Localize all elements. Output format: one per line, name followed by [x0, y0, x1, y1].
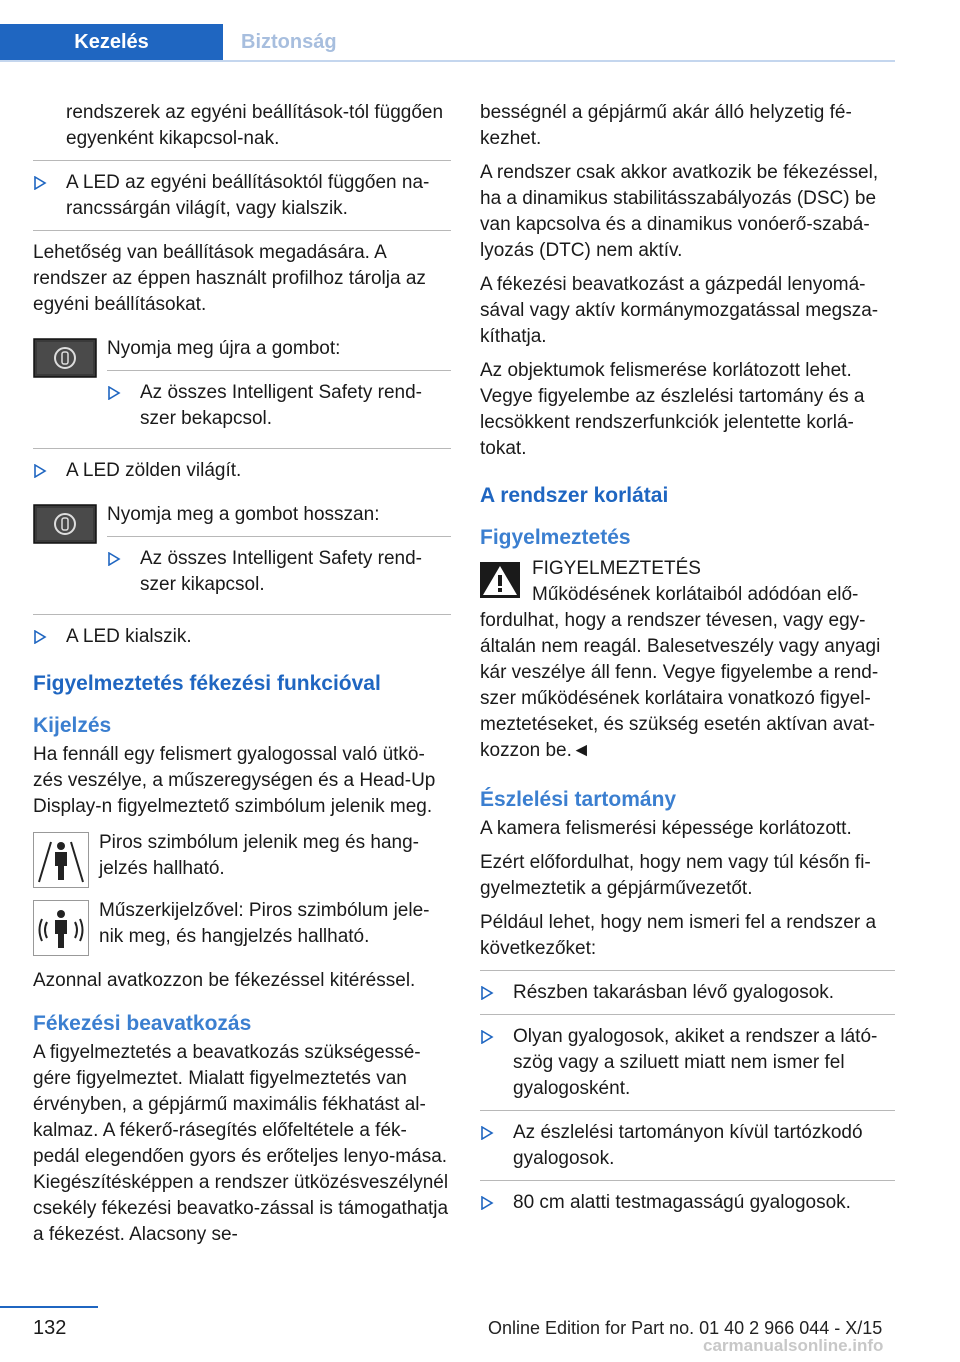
watermark: carmanualsonline.info — [703, 1336, 884, 1355]
footer-accent-line — [0, 1306, 98, 1308]
list-item-text: 80 cm alatti testmagasságú gyalogosok. — [513, 1192, 851, 1213]
symbol-description — [33, 830, 451, 888]
list-item — [33, 624, 451, 650]
paragraph: A rendszer csak akkor avatkozik be fékezéssel, ha a dinamikus stabilitásszabályozás (DSC) be van kapcsolva és a dinamikus vonóerő-szabá-lyozás (DTC) nem aktív. — [480, 162, 879, 261]
bullet-triangle-icon — [480, 1196, 494, 1210]
pedestrian-sound-icon — [33, 900, 89, 956]
bullet-triangle-icon — [480, 1030, 494, 1044]
warning-triangle-icon — [480, 562, 520, 598]
paragraph: A fékezési beavatkozást a gázpedál lenyomá-sával vagy aktív kormánymozgatással megsza-kíthatja. — [480, 274, 879, 347]
symbol-text: Műszerkijelzővel: Piros szimbólum jele-nik meg, és hangjelzés hallható. — [99, 900, 430, 947]
list-item-text: Részben takarásban lévő gyalogosok. — [513, 982, 835, 1003]
subsection-heading: Észlelési tartomány — [480, 788, 677, 811]
paragraph: Az objektumok felismerése korlátozott lehet. Vegye figyelembe az észlelési tartomány és a lecsökkent rendszerfunkciók jelentette korlá-tokat. — [480, 360, 865, 459]
divider — [480, 1110, 895, 1111]
button-instruction — [33, 336, 451, 440]
bullet-triangle-icon — [107, 386, 121, 400]
warning-text: Működésének korlátaiból adódóan elő-fordulhat, hogy a rendszer tévesen, vagy egy-általán nem reagál. Balesetveszély vagy anyagi kár veszélye áll fenn. Vegye figyelembe a rend-szer működésének korlátaira vonatkozó figyel-meztetéseket, és szükség esetén aktívan avat-kozzon be.◄ — [480, 584, 881, 761]
right-column — [480, 100, 895, 1224]
list-item-text: A LED zölden világít. — [66, 460, 242, 481]
symbol-description — [33, 898, 451, 956]
bullet-triangle-icon — [107, 552, 121, 566]
paragraph: Azonnal avatkozzon be fékezéssel kitéréssel. — [33, 970, 416, 991]
list-item — [480, 1024, 895, 1102]
left-column — [33, 100, 451, 1256]
bullet-triangle-icon — [480, 986, 494, 1000]
list-item-text: Az észlelési tartományon kívül tartózkodó gyalogosok. — [513, 1122, 863, 1169]
intelligent-safety-button-icon — [33, 504, 97, 544]
section-heading: Figyelmeztetés fékezési funkcióval — [33, 672, 381, 695]
header-tabbar — [0, 24, 895, 62]
instruction-text: Nyomja meg a gombot hosszan: — [107, 504, 380, 525]
divider — [107, 536, 451, 537]
list-item-text: A LED kialszik. — [66, 626, 192, 647]
paragraph: A figyelmeztetés a beavatkozás szükségessé-gére figyelmeztet. Mialatt figyelmeztetés van érvényben, a gépjármű maximális fékhatást al-kalmaz. A fékerő-rásegítés előfeltétele a fék-pedál elegendően gyors és erőteljes lenyo-mása. Kiegészítésképpen a rendszer ütközésveszélynél csekély fékezési beavatko-zással is támogathatja a fékezést. Alacsony se- — [33, 1042, 449, 1245]
bullet-triangle-icon — [33, 176, 47, 190]
tab-biztonsag[interactable]: Biztonság — [241, 30, 337, 53]
paragraph: Például lehet, hogy nem ismeri fel a rendszer a következőket: — [480, 912, 877, 959]
tab-kezeles[interactable]: Kezelés — [0, 24, 223, 60]
divider — [480, 1014, 895, 1015]
list-item — [33, 458, 451, 484]
divider — [33, 230, 451, 231]
subsection-heading: Fékezési beavatkozás — [33, 1012, 252, 1035]
section-heading: A rendszer korlátai — [480, 484, 669, 507]
list-item — [480, 1120, 895, 1172]
list-item-text: Az összes Intelligent Safety rend-szer kikapcsol. — [140, 548, 422, 595]
warning-block — [480, 556, 895, 764]
intelligent-safety-button-icon — [33, 338, 97, 378]
instruction-text: Nyomja meg újra a gombot: — [107, 338, 341, 359]
divider — [33, 160, 451, 161]
list-item — [480, 980, 895, 1006]
list-item — [480, 1190, 895, 1216]
list-item-text: A LED az egyéni beállításoktól függően na-rancssárgán világít, vagy kialszik. — [66, 172, 430, 219]
button-instruction — [33, 502, 451, 606]
paragraph: Lehetőség van beállítások megadására. A rendszer az éppen használt profilhoz tárolja az egyéni beállításokat. — [33, 242, 426, 315]
divider — [33, 614, 451, 615]
bullet-triangle-icon — [33, 464, 47, 478]
paragraph: Ezért előfordulhat, hogy nem vagy túl későn fi-gyelmeztetik a gépjárművezetőt. — [480, 852, 871, 899]
page-number: 132 — [33, 1317, 67, 1339]
symbol-text: Piros szimbólum jelenik meg és hang-jelzés hallható. — [99, 832, 419, 879]
list-item — [107, 546, 451, 598]
pedestrian-warning-icon — [33, 832, 89, 888]
divider — [480, 1180, 895, 1181]
divider — [107, 370, 451, 371]
instruction-content — [107, 336, 451, 440]
bullet-triangle-icon — [33, 630, 47, 644]
paragraph: A kamera felismerési képessége korlátozott. — [480, 818, 852, 839]
paragraph: Ha fennáll egy felismert gyalogossal való ütkö-zés veszélye, a műszeregységen és a Head-Up Display-n figyelmeztető szimbólum jelenik meg. — [33, 744, 436, 817]
edition-note: Online Edition for Part no. 01 40 2 966 044 - X/15 — [488, 1318, 883, 1338]
subsection-heading: Kijelzés — [33, 714, 112, 737]
divider — [480, 970, 895, 971]
warning-title: FIGYELMEZTETÉS — [532, 558, 701, 579]
list-item — [107, 380, 451, 432]
list-item — [33, 170, 451, 222]
list-item-text: Az összes Intelligent Safety rend-szer bekapcsol. — [140, 382, 422, 429]
divider — [33, 448, 451, 449]
paragraph: bességnél a gépjármű akár álló helyzetig fé-kezhet. — [480, 102, 852, 149]
bullet-triangle-icon — [480, 1126, 494, 1140]
subsection-heading: Figyelmeztetés — [480, 526, 631, 549]
list-item-text: Olyan gyalogosok, akiket a rendszer a látó-szög vagy a sziluett miatt nem ismer fel gyalogosként. — [513, 1026, 878, 1099]
header-divider — [0, 60, 895, 62]
instruction-content — [107, 502, 451, 606]
paragraph: rendszerek az egyéni beállítások-tól függően egyenként kikapcsol-nak. — [66, 102, 444, 149]
